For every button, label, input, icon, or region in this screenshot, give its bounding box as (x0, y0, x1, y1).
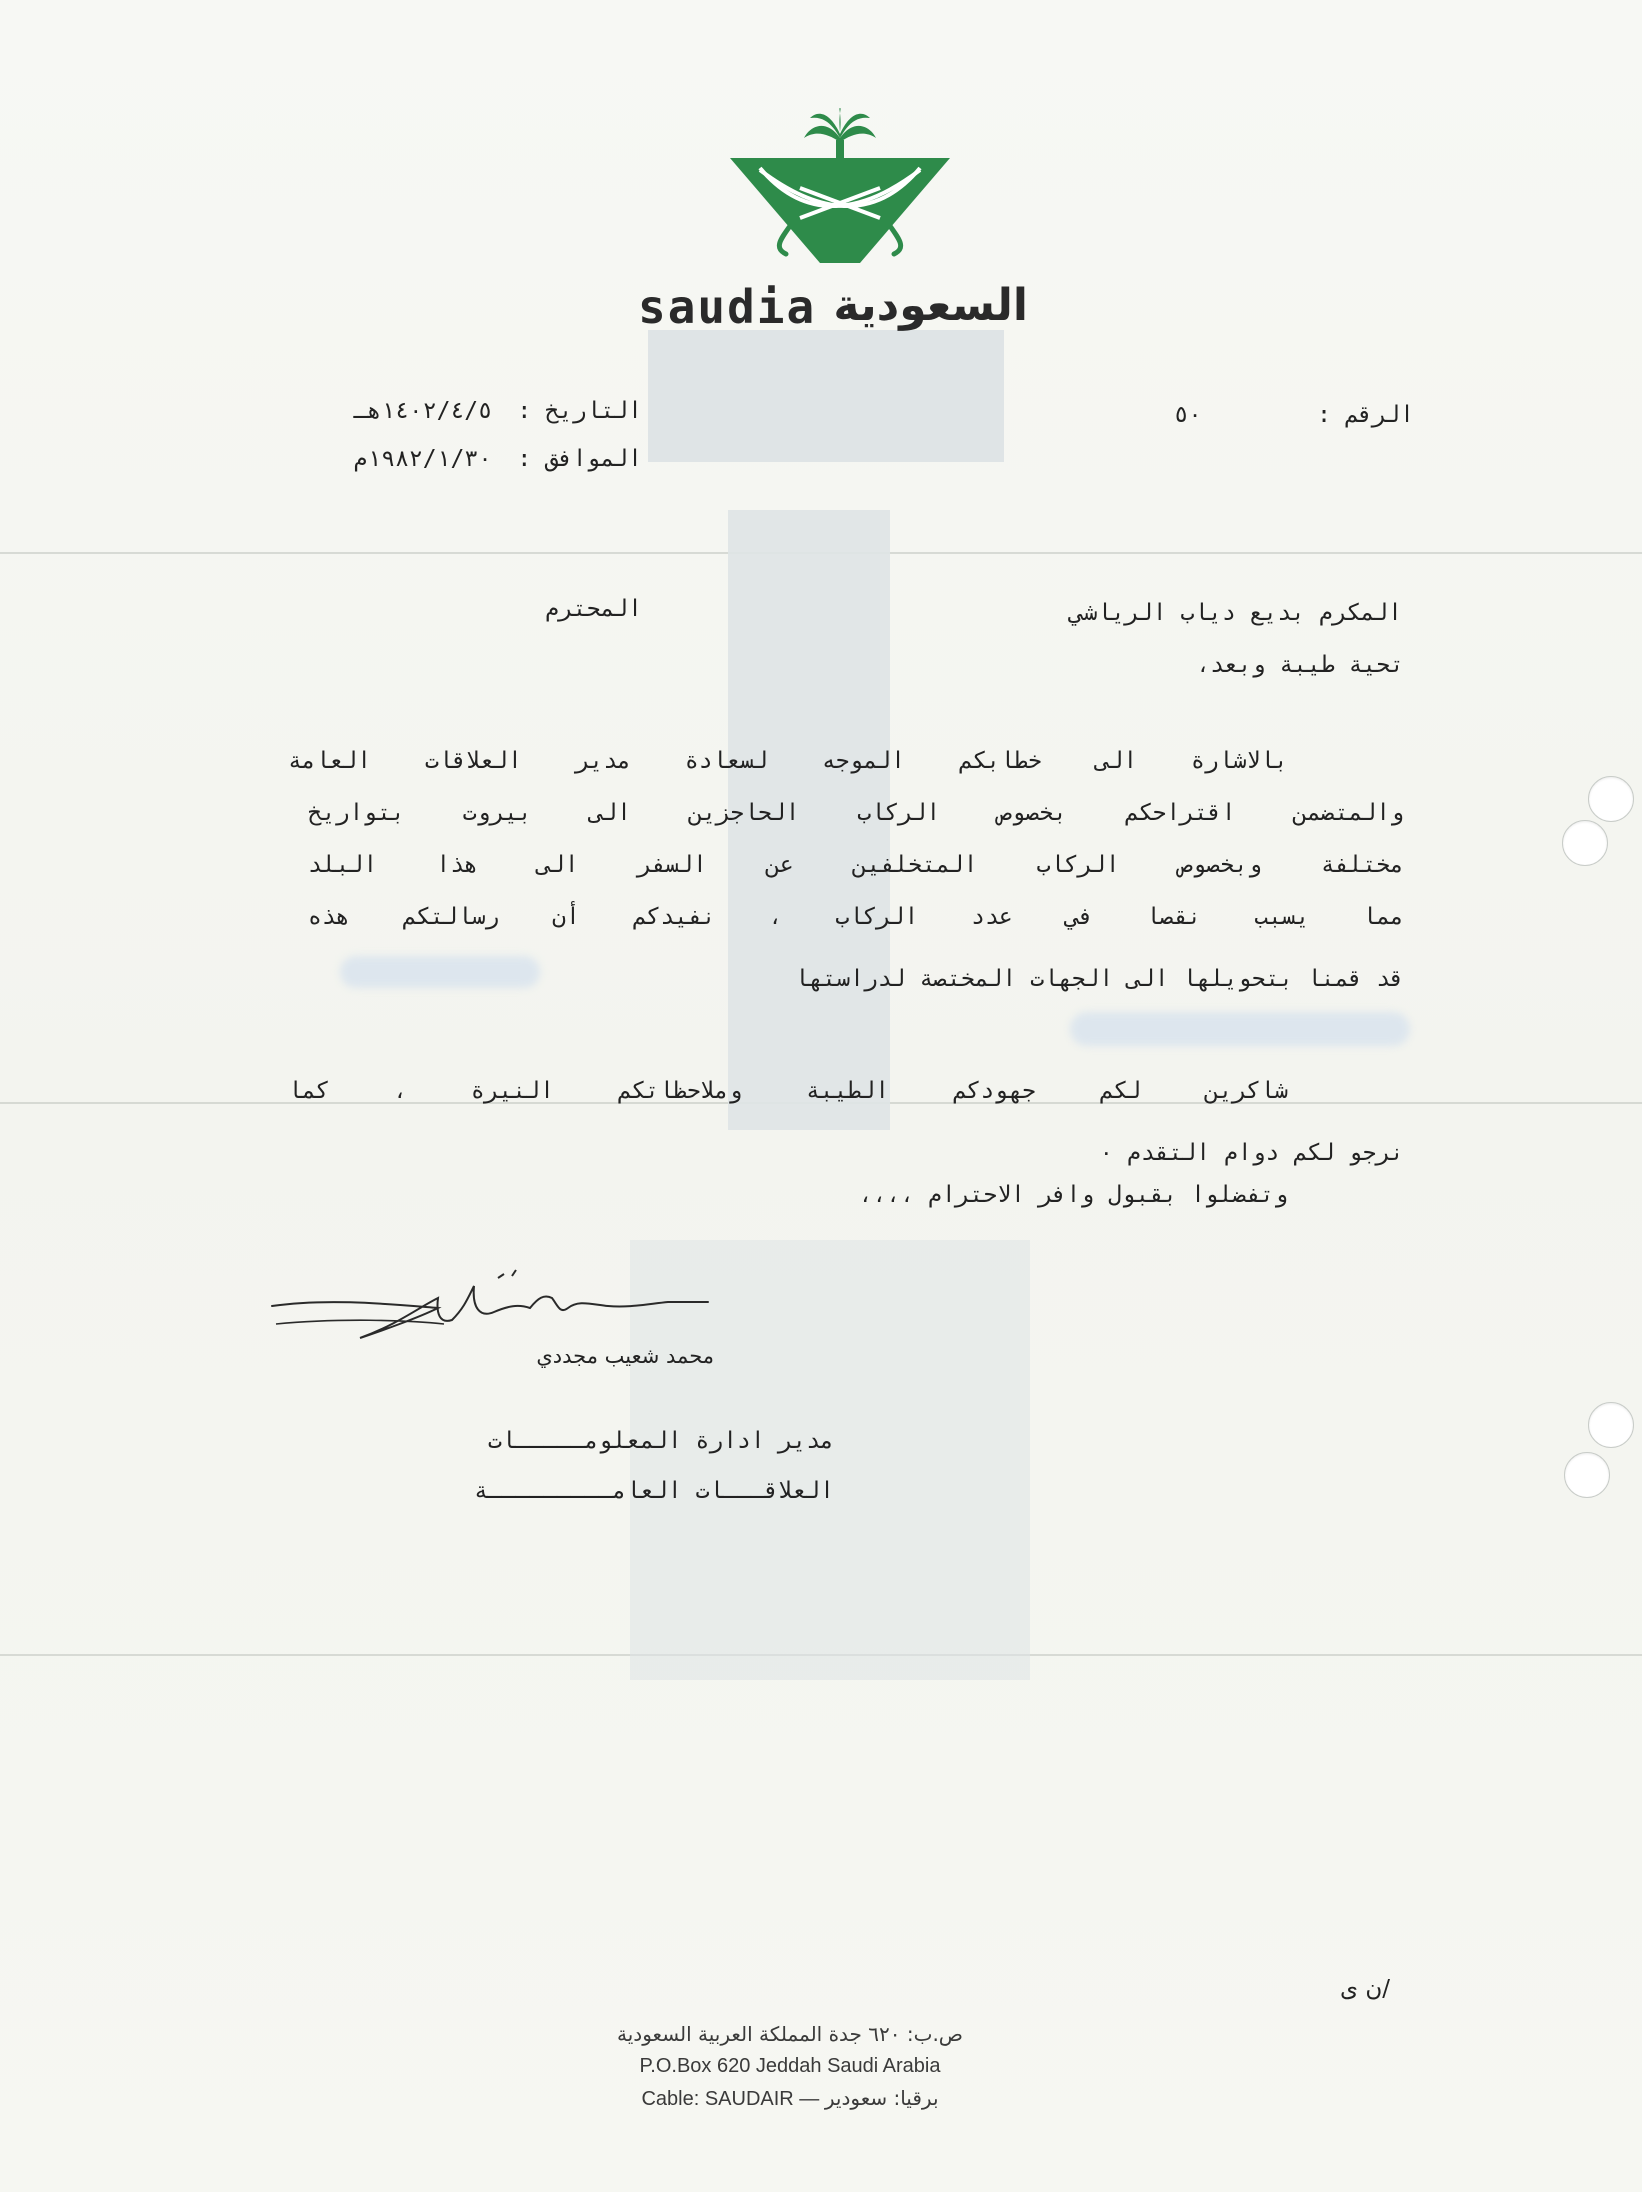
footer-address (560, 2018, 1020, 2115)
signatory-title-1: مدير ادارة المعلومـــــات (487, 1428, 834, 1454)
body-line-4: مما يسبب نقصا في عدد الركاب ، نفيدكم أن رسالتكم هذه (308, 904, 1404, 930)
footer-address-arabic: ص.ب: ٦٢٠ جدة المملكة العربية السعودية (617, 2022, 963, 2046)
date2-label: الموافق : (517, 446, 642, 472)
addressee-name: المكرم بديع دياب الرياشي (1069, 600, 1402, 626)
wordmark-latin: saudia (638, 280, 817, 334)
addressee-honorific: المحترم (545, 596, 642, 622)
body-line-3: مختلفة وبخصوص الركاب المتخلفين عن السفر الى هذا البلد (308, 852, 1404, 878)
punch-hole (1588, 1402, 1634, 1448)
redaction-box-top (648, 330, 1004, 462)
signatory-name: محمد شعيب مجددي (536, 1344, 714, 1368)
saudia-wordmark (638, 280, 1028, 340)
redaction-smudge-1 (340, 956, 540, 988)
closing-line: وتفضلوا بقبول وافر الاحترام ،،،، (858, 1182, 1288, 1208)
punch-hole (1562, 820, 1608, 866)
body-line-2: والمتضمن اقتراحكم بخصوص الركاب الحاجزين الى بيروت بتواريخ (308, 800, 1404, 826)
punch-hole (1564, 1452, 1610, 1498)
wordmark-arabic: السعودية (833, 280, 1028, 331)
thanks-line-2: نرجو لكم دوام التقدم ٠ (1099, 1140, 1404, 1166)
greeting: تحية طيبة وبعد، (1196, 652, 1404, 678)
punch-hole (1588, 776, 1634, 822)
body-line-1: بالاشارة الى خطابكم الموجه لسعادة مدير العلاقات العامة (288, 748, 1288, 774)
footer-cable (560, 2082, 1020, 2115)
date-hijri: ١٤٠٢/٤/٥هـ (353, 398, 492, 424)
date-label: التاريخ : (517, 398, 642, 424)
saudia-logo-icon (730, 108, 950, 268)
footer-cable-latin: Cable: SAUDAIR — (641, 2088, 820, 2110)
footer-address-latin: P.O.Box 620 Jeddah Saudi Arabia (639, 2055, 941, 2077)
ref-value: ٥٠ (1174, 402, 1202, 428)
footer-cable-arabic: برقيا: سعودير (824, 2086, 939, 2110)
typist-initials: /ن ى (1340, 1976, 1390, 2002)
ref-label: الرقم : (1317, 402, 1414, 428)
body-line-5: قد قمنا بتحويلها الى الجهات المختصة لدراستها (794, 966, 1404, 992)
date-gregorian: ١٩٨٢/١/٣٠م (353, 446, 492, 472)
redaction-smudge-2 (1070, 1012, 1410, 1046)
signatory-title-2: العلاقـــات العامـــــــــة (473, 1478, 834, 1504)
thanks-line-1: شاكرين لكم جهودكم الطيبة وملاحظاتكم النيرة ، كما (288, 1078, 1288, 1104)
